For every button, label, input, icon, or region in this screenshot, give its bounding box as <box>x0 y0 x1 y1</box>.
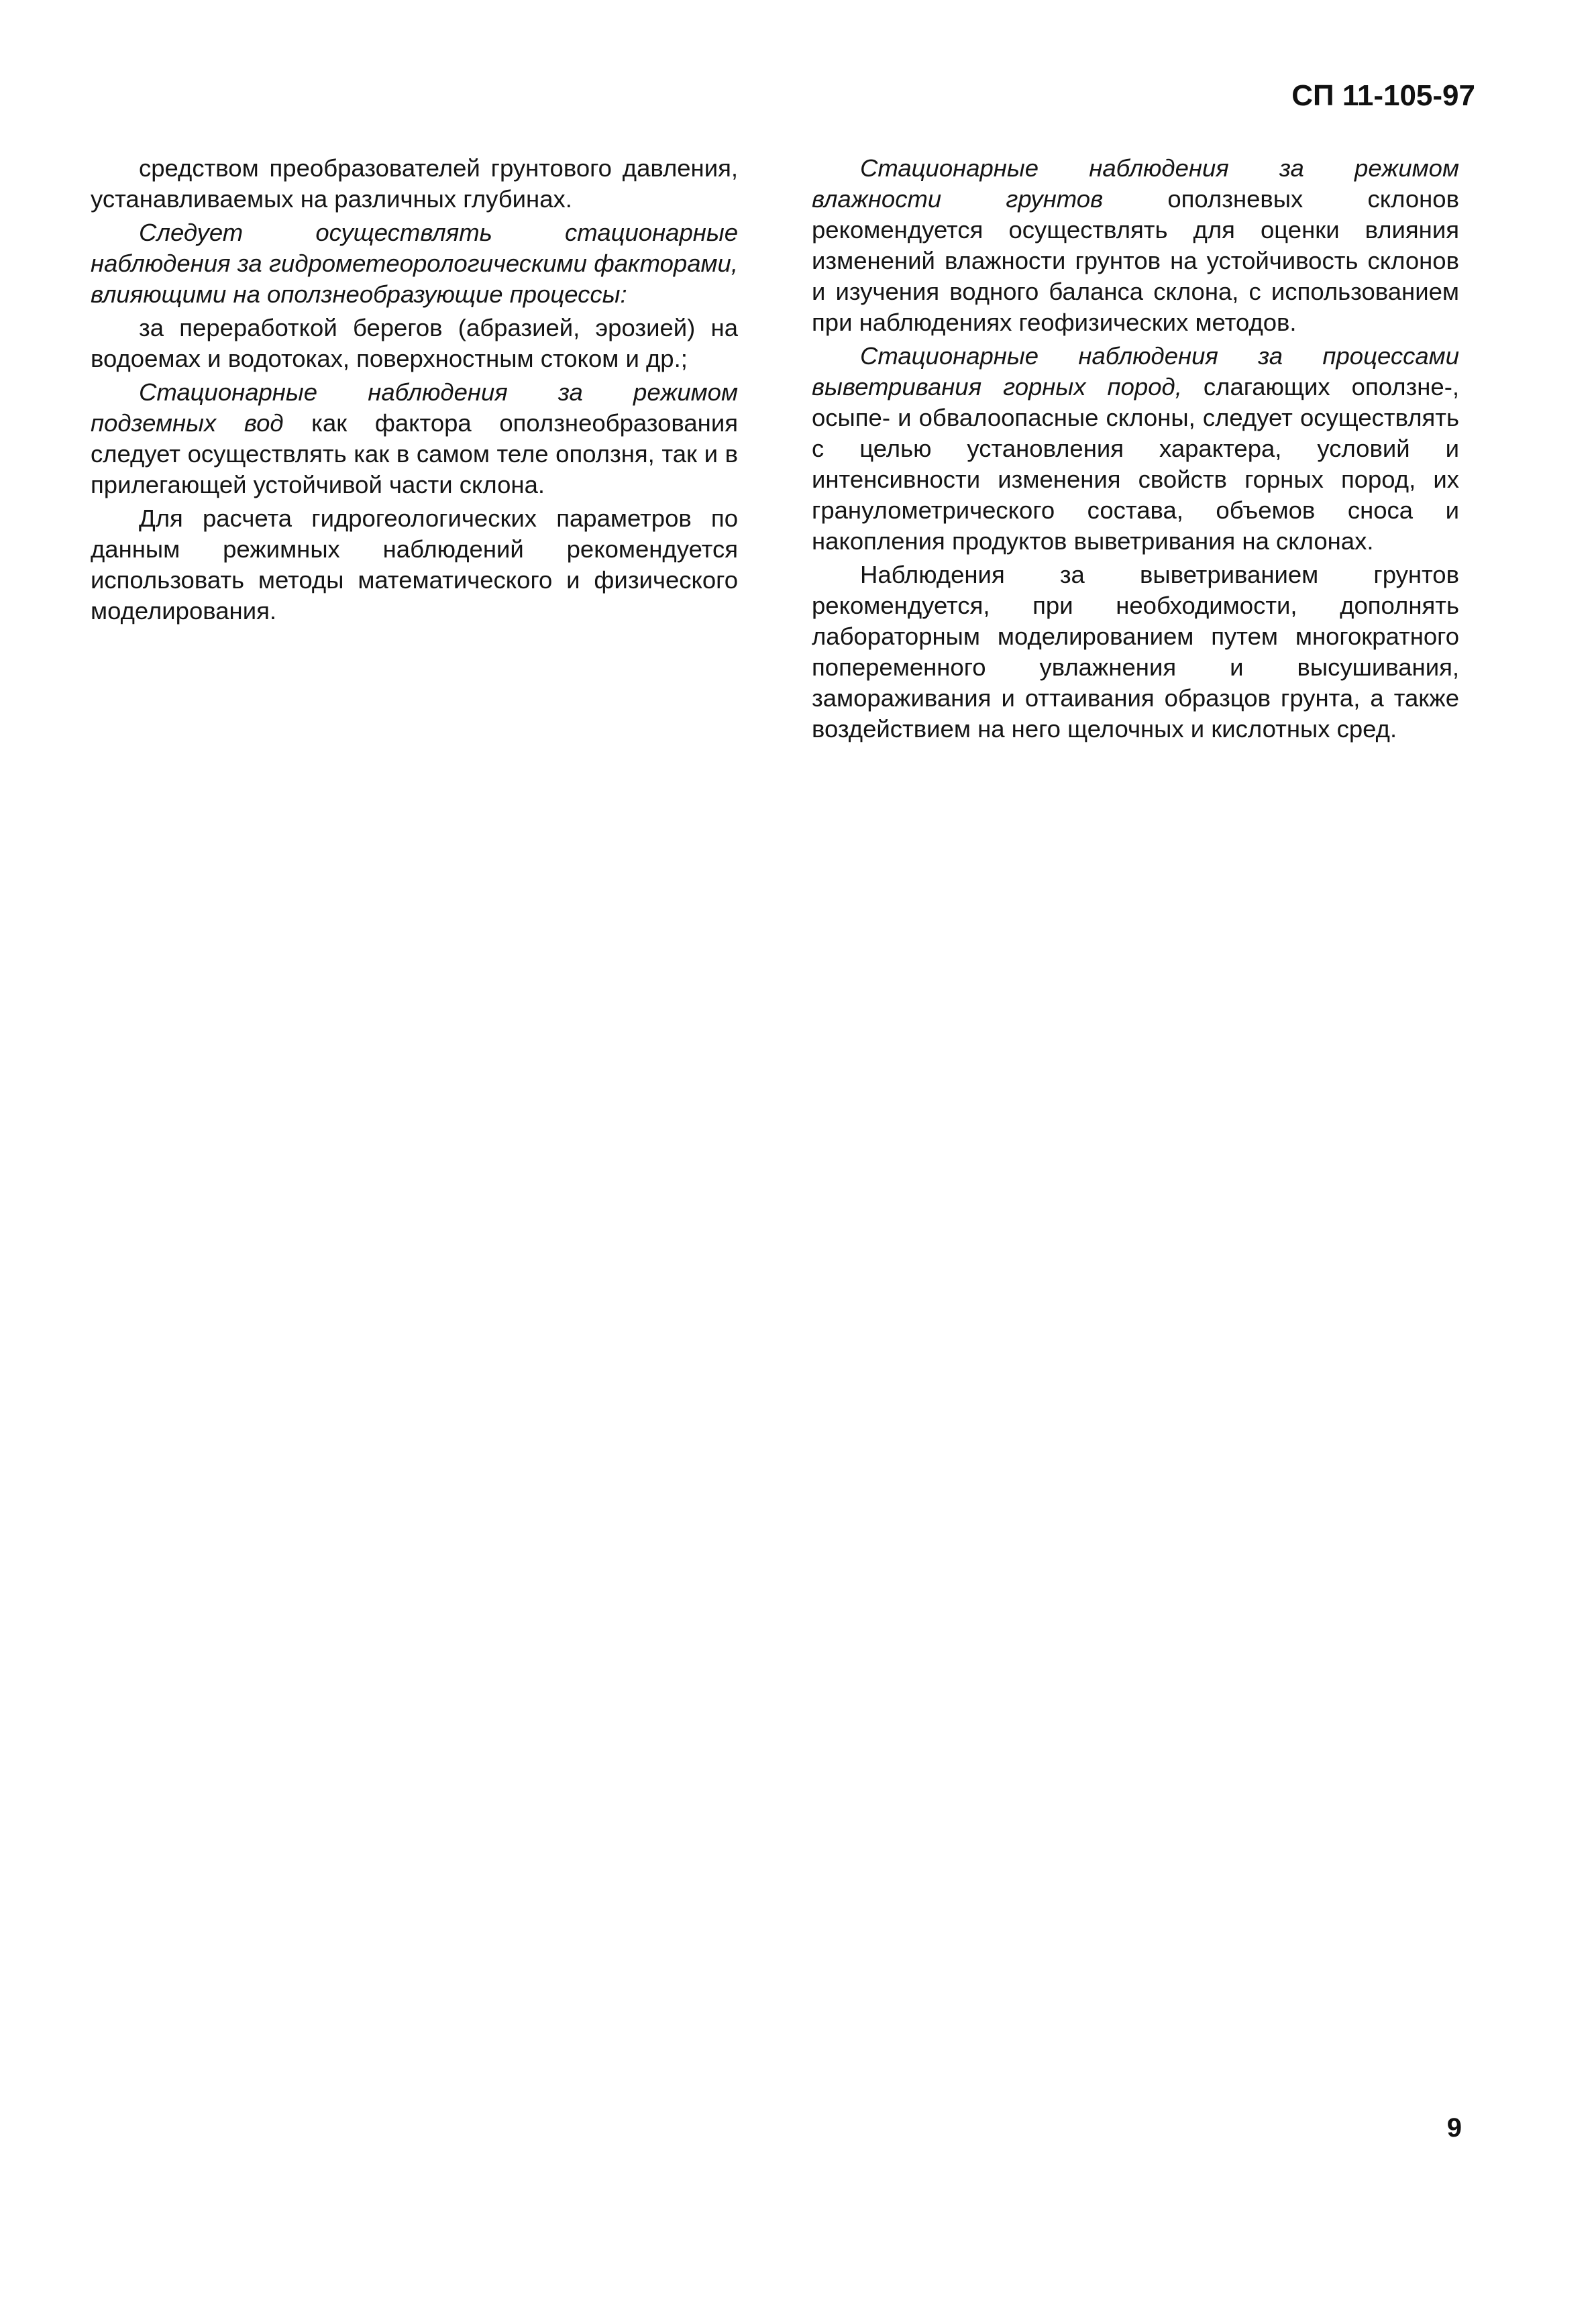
paragraph <box>91 217 738 310</box>
text-run: за переработкой берегов (абразией, эрозией) на водоемах и водотоках, поверхностным стоком и др.; <box>91 314 738 372</box>
paragraph <box>91 503 738 627</box>
paragraph <box>812 153 1459 338</box>
text-run: Наблюдения за выветриванием грунтов рекомендуется, при необходимости, дополнять лабораторным моделированием путем многократного попеременного увлажнения и высушивания, замораживания и оттаивания образцов грунта, а также воздействием на него щелочных и кислотных сред. <box>812 561 1459 743</box>
paragraph <box>812 559 1459 745</box>
paragraph <box>91 377 738 500</box>
paragraph <box>91 313 738 374</box>
italic-run: Стационарные наблюдения за режимом влажности грунтов <box>812 154 1459 213</box>
left-column <box>91 153 738 627</box>
document-code: СП 11-105-97 <box>1291 79 1475 112</box>
text-run: оползневых склонов рекомендуется осуществлять для оценки влияния изменений влажности грунтов на устойчивость склонов и изучения водного баланса склона, с использованием при наблюдениях геофизических методов. <box>812 185 1459 336</box>
paragraph <box>812 341 1459 557</box>
text-run: средством преобразователей грунтового давления, устанавливаемых на различных глубинах. <box>91 154 738 213</box>
paragraph <box>91 153 738 215</box>
italic-run: Стационарные наблюдения за процессами выветривания горных пород, <box>812 342 1459 400</box>
italic-run: Следует осуществлять стационарные наблюдения за гидрометеорологическими факторами, влияющими на оползнеобразующие процессы: <box>91 219 738 308</box>
text-run: Для расчета гидрогеологических параметров по данным режимных наблюдений рекомендуется использовать методы математического и физического моделирования. <box>91 504 738 625</box>
italic-run: Стационарные наблюдения за режимом подземных вод <box>91 378 738 437</box>
right-column <box>812 153 1459 745</box>
page-number: 9 <box>1446 2113 1462 2143</box>
text-run: слагающих оползне-, осыпе- и обвалоопасные склоны, следует осуществлять с целью установления характера, условий и интенсивности изменения свойств горных пород, их гранулометрического состава, объемов сноса и накопления продуктов выветривания на склонах. <box>812 373 1459 555</box>
text-run: как фактора оползнеобразования следует осуществлять как в самом теле оползня, так и в прилегающей устойчивой части склона. <box>91 409 738 498</box>
